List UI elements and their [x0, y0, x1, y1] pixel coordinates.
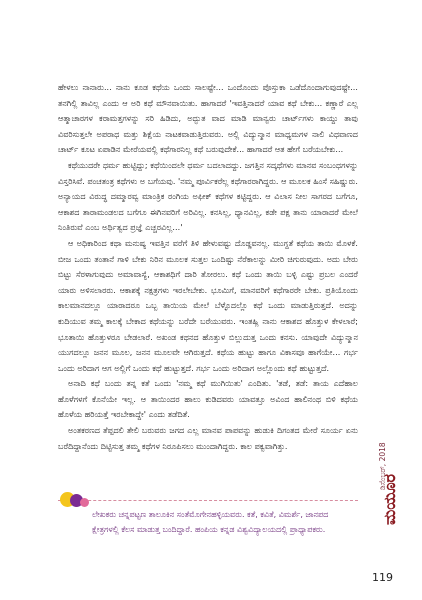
- magazine-logo: ಮಯೂರ: [380, 473, 399, 525]
- article-paragraph-2: ಕಥೆಯುದರೇ ಧರ್ಮ ಹುಟ್ಟಿದ್ದು; ಕಥೆಯಿಂದಲೇ ಧರ್ಮ ಬದಲಾದದ್ದು. ಜಗತ್ತಿನ ಸದ್ಕಥೆಗಳು ಮಾನವ ಸಂಬಂಧಗಳನ್ನು ವಿಸ್ತರಿಸಿವೆ. ಪಂಚತಂತ್ರ ಕಥೆಗಳು ಅ ಬಗೆಯವು. 'ನಮ್ಮ ಪೂರ್ವಿಕರೆಲ್ಲ ಕಥೆಗಾರರಾಗಿದ್ದರು. ಆ ಮೂಲಕ ಹಿಂಸೆ ಸಹಿಷ್ಣುರು. ಅನ್ಯಾಯದ ವಿರುದ್ಧ ದಮ್ಮಾರವ್ವ ಮಾಂತ್ರಿಕ ರಂಗಿಯ ಅಫೀಕ್ ಕಥೆಗಳ ಕಟ್ಟಿದ್ದರು. ಆ ವಿಲಾಸ ನೀಲ ಸಾಗರದ ಬಗೆಗೂ, ಆಕಾಶದ ತಾರಾಮಂಡಲದ ಬಗೆಗೂ ಈಗಿನವರಿಗೆ ಅರಿವಿಲ್ಲ. ಕನಸಿಲ್ಲ, ಧ್ಯಾನವಿಲ್ಲ, ಕಡೇ ಪಕ್ಷ ತಾನು ಯಾರಾದರೆ ಮೇಲೆ ನಿಂತಿರುವೆ ಎಂಬ ಅರ್ಥಿತ್ವದ ಪ್ರಜ್ಞೆ ಎಚ್ಚರವಿಲ್ಲ...': [58, 160, 358, 233]
- article-paragraph-1: ಹೇಳಲು ನಾನಾರು... ನಾನು ಕೂಡ ಕಥೆಯ ಒಂದು ಸಾಲಷ್ಟೇ... ಒಂದೊಂದು ಪೊಸ್ತುಕಾ ಒಡೆದೊಂದಾಗುವುದಷ್ಟೇ... ತನಗಿಲ್ಲಿ ತಾವಿಲ್ಲ ಎಂದು ಆ ಅರಿ ಕಥೆ ಮೌನವಾಯಿತು. ಹಾಗಾದರೆ 'ಇವತ್ತಿನಾದರೆ ಯಾವ ಕಥೆ ಬೇಕು... ಕಣ್ಣಾರೆ ಎಲ್ಲ ಆತ್ಮಾಚಾರಗಳ ಕರಾಮತ್ತಗಳನ್ನು ಸರಿ ಹಿಡಿದು, ಅದ್ಭುತ ವಾದ ಮಾಡಿ ಮಾನ್ವರು ಚಾರ್ಟ್‌ಗಳು ಕಾಯ್ದು ತಾವು ವಿವರಿಸುತ್ತಲೇ ಅಪರಾಧ ಮತ್ತು ಶಿಕ್ಷೆಯ ನಾಟಕವಾಡುತ್ತಿರುವರು. ಅಲ್ಲಿ ವಿದ್ಯುನ್ಮಾನ ಮಾಧ್ಯಮಗಳ ನಾಲಿ ವಿಧವಾಣದ ಚಾರ್ಟ್ ಕೂಟ ಏಪಾಡಿನ ಮೇರೆಯವಲ್ಲಿ ಕಥೆಗಾರನಿಲ್ಲ ಕಥೆ ಬರುವುದೇಕೆ... ಹಾಗಾದರೆ ಆತ ಹೇಗೆ ಬರೆಯಬೇಕು...: [58, 83, 358, 155]
- decorative-dots: [60, 492, 88, 508]
- article-body: [58, 80, 358, 454]
- author-bio: ಲೇಖಕರು ಚನ್ನಪಟ್ಟಣ ತಾಲೂಕಿನ ಸಂತೆಮೊಗೇನಹಳ್ಳಿಯವರು. ಕತೆ, ಕವಿತೆ, ವಿಮರ್ಶೆ, ಜಾನಪದ ಕ್ಷೇತ್ರಗಳಲ್ಲಿ ಕೆಲಸ ಮಾಡುತ್ತ ಬಂದಿದ್ದಾರೆ. ಹಂಪಿಯ ಕನ್ನಡ ವಿಶ್ವವಿದ್ಯಾಲಯದಲ್ಲಿ ಪ್ರಾಧ್ಯಾಪಕರು.: [92, 510, 329, 534]
- article-paragraph-4: ಅನಾದಿ ಕಥೆ ಬಂದು ತನ್ನ ಕತೆ ಒಂದು 'ನಮ್ಮ ಕಥೆ ಮುಗಿಯಿತು' ಎಂದಿತು. 'ತಡೆ, ತಡೆ: ತಾಯ ಎದೆಹಾಲ ಹೊಳೆಗಳಗೆ ಕೊನೆಯೇ ಇಲ್ಲ. ಆ ತಾಯಿಂದರ ಹಾಲು ಕುಡಿದವರು ಯಾವತ್ತೂ ಅವಿಂದ ಹಾಲಿನಂಥ ಬಿಳಿ ಕಥೆಯ ಹೊಳೆಯ ಹರಿಯತ್ತೆ ಇರಬೇಕಾದ್ದೇ' ಎಂದು ತಡೆದಿತೆ.: [58, 379, 358, 420]
- article-paragraph-3: ಆ ಅಧಿಕಾರಿಂದ ಕಥಾ ಮನುಷ್ಯ ಇವತ್ತಿನ ವರೆಗೆ ತಿಳಿ ಹೇಳುವಷ್ಟು ದೊಡ್ಡವನಲ್ಲ. ಮುಗ್ದತೆ ಕಥೆಯ ತಾಯಿ ಮೊಳಕೆ. ಬೀಜ ಒಂದು ತಂತಾನೆ ಗಾಳಿ ಬೇಕು ನಿರಿನ ಮೂಲಕ ಸುತ್ತಲ ಒಂದಿಷ್ಟು ನೆರೆಕಾಲನ್ನು ಮೀರಿ ಚಿಗುರುವುದು. ಅದು ಬೇರು ಬಿಟ್ಟು ಸೆರಳಾಗುವುದು ಅಮಾವಾಸ್ಯೆ, ಆಕಾಶಧಿಗೆ ದಾರಿ ತೋರಲು. ಕಥೆ ಒಂದು ತಾಯಿ ಬಳ್ಳಿ ಎಷ್ಟು ಪ್ರಬಲ ಎಂದರೆ ಯಾರು ಅಳಿಸಲಾರರು. ಆಕಾಶಕ್ಕೆ ನಕ್ಷತ್ರಗಳು ಇರಲೇಬೇಕು. ಭೂಮಿಗೆ, ಮಾನವರಿಗೆ ಕಥೆಗಾರರೇ ಬೇಕು. ಪ್ರತಿಯೊಂದು ಕಾಲಮಾನದಲ್ಲೂ ಯಾರಾದರೂ ಒಬ್ಬ ತಾಯಿಯ ಮೇಲೆ ಬೆಳ್ಳೊದಲ್ಲೊ ಕಥೆ ಒಂದು ಮಾಡುತ್ತಿರುತ್ತದೆ. ಅದನ್ನು ಕುದಿಯುವ ತಮ್ಮ ಕಾಲಕ್ಕೆ ಬೇಕಾದ ಕಥೆಯನ್ನು ಬರೆದೇ ಬರೆಯುವರು. ಇಂತಹ್ಲಿ ನಾನು ಆಕಾಶದ ಹೊತ್ತುಳ ಕೇಳಲಾರೆ; ಭೂತಾಯಿ ಹೊತ್ತುಳರೂ ಬೇಡಲಾರೆ. ಅಖಂಡ ಕಥನದ ಹೊತ್ತುಳ ಬಿಲ್ಲುದುತ್ತ ಒಂದು ಕನಸು. ಯಾವುದೇ ವಿದ್ಯುನ್ಮಾನ ಯುಗದಲ್ಲೂ ಜನನ ಮೂಲ, ಜನನ ಮೂಲವೇ ಆಗಿರುತ್ತದೆ. ಕಥೆಯ ಹುಟ್ಟು ಹಾಗೂ ವಿಕಾಸವೂ ಹಾಗೆಯೇ... ಗರ್ಭ ಒಂದು ಅರಿದಾಗ ಆಗ ಅಲ್ಲಿಗೆ ಒಂದು ಕಥೆ ಹುಟ್ಟುತ್ತದೆ. ಗರ್ಭ ಒಂದು ಅರಿದಾಗ ಅಲ್ಲೊಂದು ಕಥೆ ಹುಟ್ಟುತ್ತದೆ.: [58, 238, 358, 373]
- bio-divider: [58, 500, 358, 501]
- page-number: 119: [372, 571, 393, 584]
- issue-date: ಡಿಸೆಂಬರ್, 2018: [378, 442, 387, 490]
- pink-dot: [80, 498, 89, 507]
- article-paragraph-5: ಅಂತಕರಣದ ತೆಪ್ಪದಲಿ ತೇಲಿ ಬರುವರು ಜಗದ ಎಲ್ಲ ಮಾನವ ಪಾಪವನ್ನು ಹುಡುಕಿ ದಿಗಂತದ ಮೇರೆ ಸೂರ್ಯ ಏನು ಬರೆದಿದ್ದಾನೆಂದು ದಿಟ್ಟಿಸುತ್ತ ತಮ್ಮ ಕಥೆಗಳ ನಿರೂಪಿಸಲು ಮುಂದಾಗಿದ್ದರು. ಕಾಲ ಪಕ್ವವಾಗಿತ್ತು.: [58, 426, 358, 451]
